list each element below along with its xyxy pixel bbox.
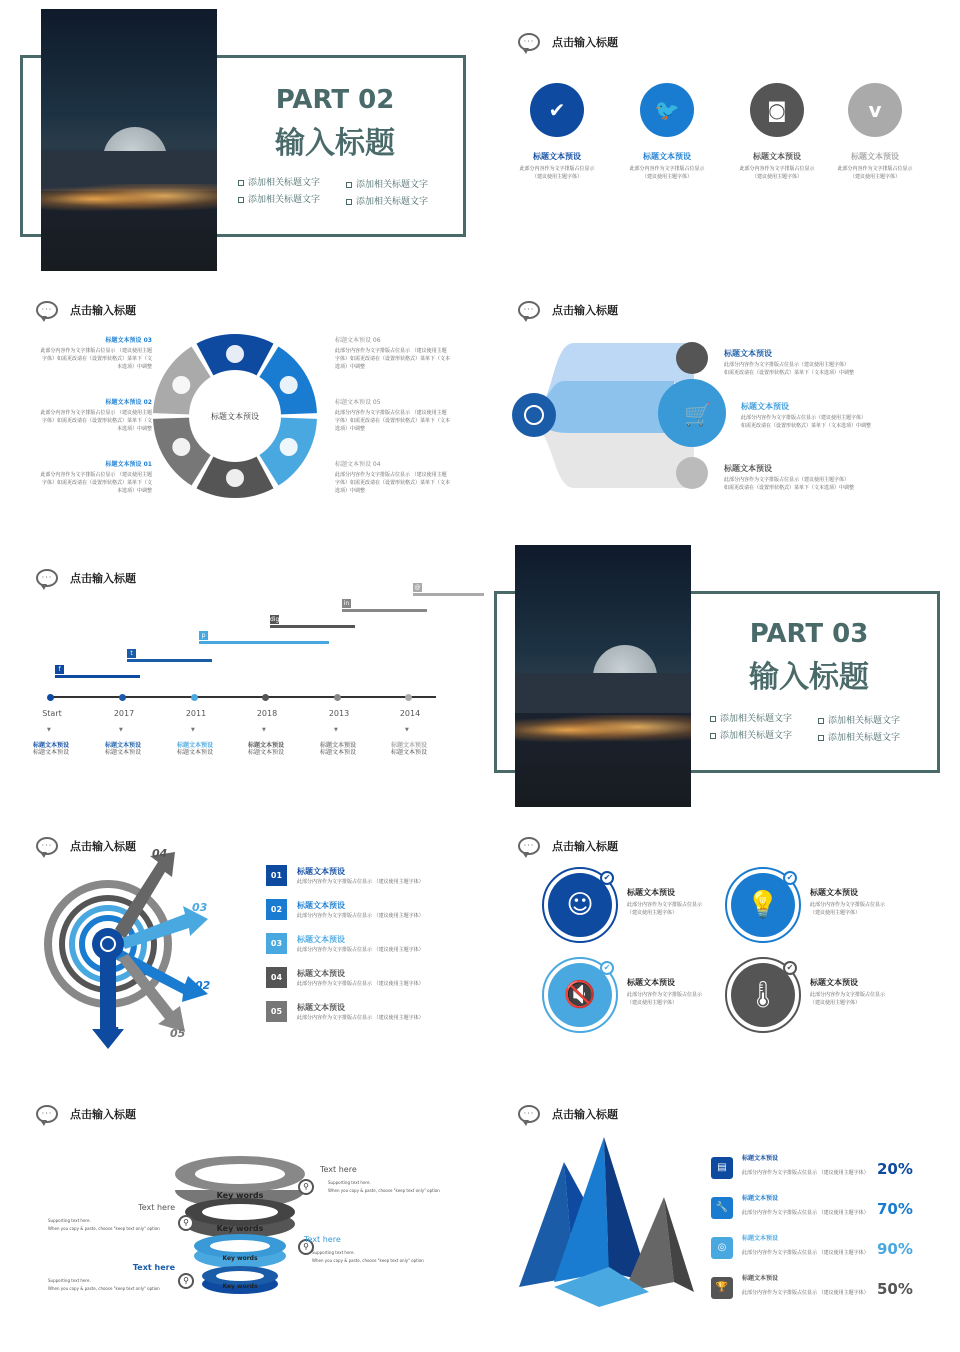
pyramids-diagram <box>514 1132 704 1312</box>
twitter-icon[interactable]: 🐦 <box>640 83 694 137</box>
feature-label: 标题文本预设 <box>627 888 675 897</box>
list-icon: ▤ <box>711 1157 733 1179</box>
card-desc: 此部分内容作为文字排版占位显示 <box>629 166 705 172</box>
timeline-axis <box>50 696 436 698</box>
timeline-year: 2017 <box>113 709 135 718</box>
instagram-icon[interactable]: ◙ <box>750 83 804 137</box>
item-3: 添加相关标题文字 <box>238 192 320 205</box>
social-icon[interactable]: in <box>343 600 350 607</box>
magnify-icon: ⚲ <box>298 1179 314 1195</box>
night-moon-photo <box>41 9 217 271</box>
timeline-label: 标题文本预设 <box>319 742 356 749</box>
mute-icon[interactable]: 🔇 <box>548 963 612 1027</box>
flow-desc: 此部分内容作为文字排版占位显示（建议使用主题字体） <box>724 477 850 483</box>
wrench-icon: 🔧 <box>711 1197 733 1219</box>
step-desc: 此部分内容作为文字排版占位显示 （建议使用主题字体） <box>297 947 424 953</box>
step-badge: 01 <box>266 865 287 886</box>
timeline-sub: 标题文本预设 <box>319 749 356 756</box>
stat-percent: 70% <box>877 1200 913 1218</box>
card-label: 标题文本预设 <box>851 152 899 161</box>
text-title: Text here <box>132 1263 175 1272</box>
slide-header: ··· 点击输入标题 <box>36 1103 136 1125</box>
card-desc: （建议使用主题字体） <box>849 174 900 180</box>
step-desc: 此部分内容作为文字排版占位显示 （建议使用主题字体） <box>297 879 424 885</box>
timeline-dot <box>405 694 412 701</box>
text-bullet: When you copy & paste, choose "keep text only" option <box>328 1188 440 1193</box>
timeline-year: Start <box>42 709 62 718</box>
arrow-number: 05 <box>170 1027 186 1040</box>
check-badge-icon: ✔ <box>600 961 614 975</box>
ring-keyword: Key words <box>216 1224 264 1233</box>
card-desc: （建议使用主题字体） <box>641 174 692 180</box>
timeline-sub: 标题文本预设 <box>390 749 427 756</box>
section-title: 输入标题 <box>749 660 869 695</box>
slide-header: ··· 点击输入标题 <box>518 31 618 53</box>
right-label: 标题文本预设 04 <box>335 461 381 468</box>
slide-stacked-rings <box>10 1077 480 1342</box>
feature-desc: （建议使用主题字体） <box>810 910 861 916</box>
step-desc: 此部分内容作为文字排版占位显示 （建议使用主题字体） <box>297 1015 424 1021</box>
check-icon[interactable]: ✔ <box>530 83 584 137</box>
feature-label: 标题文本预设 <box>810 978 858 987</box>
feature-desc: （建议使用主题字体） <box>810 1000 861 1006</box>
chat-bubble-icon: ··· <box>36 837 58 855</box>
magnify-icon: ⚲ <box>178 1215 194 1231</box>
ring-keyword: Key words <box>222 1255 258 1262</box>
step-desc: 此部分内容作为文字排版占位显示 （建议使用主题字体） <box>297 913 424 919</box>
flow-desc: 此部分内容作为文字排版占位显示（建议使用主题字体） <box>724 362 850 368</box>
item-2: 添加相关标题文字 <box>346 177 428 190</box>
slide-social-icons <box>484 5 954 270</box>
segment-icon <box>172 438 190 456</box>
stat-label: 标题文本预设 <box>742 1235 779 1242</box>
flow-label: 标题文本预设 <box>741 402 789 411</box>
item-4: 添加相关标题文字 <box>346 194 428 207</box>
step-badge: 02 <box>266 899 287 920</box>
feature-desc: 此部分内容作为文字排版占位显示 <box>810 902 886 908</box>
text-title: Text here <box>304 1235 341 1244</box>
magnify-icon: ⚲ <box>178 1273 194 1289</box>
feature-desc: 此部分内容作为文字排版占位显示 <box>810 992 886 998</box>
timeline-bar <box>270 625 355 628</box>
timeline-label: 标题文本预设 <box>247 742 284 749</box>
slide-feature-circles <box>484 809 954 1074</box>
timeline-bar <box>199 641 329 644</box>
timeline-bar <box>413 593 488 596</box>
slide-header: ··· 点击输入标题 <box>36 835 136 857</box>
feature-desc: （建议使用主题字体） <box>627 910 678 916</box>
card-desc: 此部分内容作为文字排版占位显示 <box>739 166 815 172</box>
timeline-year: 2011 <box>185 709 207 718</box>
flow-diagram <box>504 333 712 493</box>
card-label: 标题文本预设 <box>753 152 801 161</box>
social-icon[interactable]: @ <box>414 584 421 591</box>
slide-header: ··· 点击输入标题 <box>518 1103 618 1125</box>
ring-keyword: Key words <box>222 1283 258 1290</box>
stat-desc: 此部分内容作为文字排版占位显示 （建议使用主题字体） <box>742 1210 869 1216</box>
timeline-dot <box>191 694 198 701</box>
step-badge: 04 <box>266 967 287 988</box>
segment-icon <box>172 376 190 394</box>
right-label: 标题文本预设 06 <box>335 337 381 344</box>
timeline-caret: ▼ <box>405 727 409 733</box>
vimeo-icon[interactable]: v <box>848 83 902 137</box>
timeline-label: 标题文本预设 <box>390 742 427 749</box>
step-label: 标题文本预设 <box>297 969 345 978</box>
flow-desc: 如需更改请在（设置形状格式）菜单下（文本选项）中调整 <box>724 485 855 491</box>
timeline-bar <box>342 609 427 612</box>
text-title: Text here <box>138 1203 175 1212</box>
slide-arrows <box>10 809 480 1074</box>
thermometer-icon[interactable]: 🌡 <box>731 963 795 1027</box>
stat-percent: 20% <box>877 1160 913 1178</box>
text-bullet: Supporting text here. <box>48 1218 91 1223</box>
arrow-number: 04 <box>152 847 168 860</box>
item-4: 添加相关标题文字 <box>818 730 900 743</box>
feature-label: 标题文本预设 <box>810 888 858 897</box>
step-label: 标题文本预设 <box>297 867 345 876</box>
chat-bubble-icon: ··· <box>36 1105 58 1123</box>
flow-desc: 如需更改请在（设置形状格式）菜单下（文本选项）中调整 <box>724 370 855 376</box>
chat-bubble-icon: ··· <box>36 569 58 587</box>
step-badge: 05 <box>266 1001 287 1022</box>
card-desc: 此部分内容作为文字排版占位显示 <box>837 166 913 172</box>
chat-bubble-icon: ··· <box>518 837 540 855</box>
left-desc: 此部分内容作为文字排版占位显示 （建议使用主题字体）如需更改请在（设置形状格式）菜单下（文本选项）中调整 <box>40 348 152 370</box>
left-label: 标题文本预设 01 <box>105 461 152 468</box>
card-desc: （建议使用主题字体） <box>751 174 802 180</box>
magnify-icon: ⚲ <box>298 1239 314 1255</box>
right-desc: 此部分内容作为文字排版占位显示 （建议使用主题字体）如需更改请在（设置形状格式）菜单下（文本选项）中调整 <box>335 348 451 370</box>
segment-icon <box>280 438 298 456</box>
timeline-sub: 标题文本预设 <box>32 749 69 756</box>
timeline-dot <box>262 694 269 701</box>
timeline-dot <box>334 694 341 701</box>
item-1: 添加相关标题文字 <box>710 711 792 724</box>
social-icon[interactable]: p <box>199 631 208 640</box>
stat-desc: 此部分内容作为文字排版占位显示 （建议使用主题字体） <box>742 1170 869 1176</box>
feature-label: 标题文本预设 <box>627 978 675 987</box>
part-label: PART 03 <box>749 619 869 649</box>
slide-header: ··· 点击输入标题 <box>518 835 618 857</box>
text-bullet: Supporting text here. <box>312 1250 355 1255</box>
flow-desc: 此部分内容作为文字排版占位显示（建议使用主题字体） <box>741 415 867 421</box>
ring-keyword: Key words <box>216 1191 264 1200</box>
lightbulb-icon[interactable]: 💡 <box>731 873 795 937</box>
stat-percent: 90% <box>877 1240 913 1258</box>
text-bullet: Supporting text here. <box>48 1278 91 1283</box>
slide-header: ··· 点击输入标题 <box>36 299 136 321</box>
segment-icon <box>226 345 244 363</box>
timeline-caret: ▼ <box>119 727 123 733</box>
flow-label: 标题文本预设 <box>724 464 772 473</box>
timeline-bar <box>127 659 212 662</box>
stacked-rings-diagram <box>170 1152 310 1332</box>
timeline-caret: ▼ <box>47 727 51 733</box>
right-label: 标题文本预设 05 <box>335 399 381 406</box>
item-1: 添加相关标题文字 <box>238 175 320 188</box>
chat-bubble-icon: ··· <box>518 1105 540 1123</box>
text-bullet: When you copy & paste, choose "keep text only" option <box>48 1286 160 1291</box>
item-3: 添加相关标题文字 <box>710 728 792 741</box>
chat-bubble-icon: ··· <box>518 33 540 51</box>
timeline-caret: ▼ <box>191 727 195 733</box>
social-icon[interactable]: digg <box>270 616 284 623</box>
support-icon[interactable]: ☺ <box>548 873 612 937</box>
timeline-sub: 标题文本预设 <box>104 749 141 756</box>
timeline-caret: ▼ <box>262 727 266 733</box>
chat-bubble-icon: ··· <box>36 301 58 319</box>
gauge-icon: ◎ <box>711 1237 733 1259</box>
timeline-year: 2013 <box>328 709 350 718</box>
timeline-sub: 标题文本预设 <box>247 749 284 756</box>
stat-label: 标题文本预设 <box>742 1155 779 1162</box>
step-label: 标题文本预设 <box>297 901 345 910</box>
card-desc: 此部分内容作为文字排版占位显示 <box>519 166 595 172</box>
stat-desc: 此部分内容作为文字排版占位显示 （建议使用主题字体） <box>742 1250 869 1256</box>
slide-header: ··· 点击输入标题 <box>518 299 618 321</box>
slide-timeline <box>10 541 480 806</box>
arrow-number: 01 <box>105 1025 121 1038</box>
card-desc: （建议使用主题字体） <box>531 174 582 180</box>
card-label: 标题文本预设 <box>533 152 581 161</box>
social-icon[interactable]: f <box>55 665 64 674</box>
check-badge-icon: ✔ <box>783 871 797 885</box>
segment-icon <box>280 376 298 394</box>
timeline-caret: ▼ <box>334 727 338 733</box>
feature-desc: 此部分内容作为文字排版占位显示 <box>627 992 703 998</box>
feature-desc: 此部分内容作为文字排版占位显示 <box>627 902 703 908</box>
slide-flow-shapes <box>484 273 954 538</box>
text-title: Text here <box>320 1165 357 1174</box>
left-label: 标题文本预设 02 <box>105 399 152 406</box>
timeline-label: 标题文本预设 <box>176 742 213 749</box>
stat-label: 标题文本预设 <box>742 1195 779 1202</box>
target-arrows-diagram <box>40 844 240 1054</box>
slide-part-02 <box>10 5 480 270</box>
timeline-bar <box>55 675 140 678</box>
text-bullet: When you copy & paste, choose "keep text only" option <box>48 1226 160 1231</box>
item-2: 添加相关标题文字 <box>818 713 900 726</box>
timeline-dot <box>47 694 54 701</box>
stat-desc: 此部分内容作为文字排版占位显示 （建议使用主题字体） <box>742 1290 869 1296</box>
timeline-dot <box>119 694 126 701</box>
timeline-label: 标题文本预设 <box>32 742 69 749</box>
segment-icon <box>226 469 244 487</box>
arrow-number: 03 <box>192 901 208 914</box>
text-bullet: Supporting text here. <box>328 1180 371 1185</box>
check-badge-icon: ✔ <box>783 961 797 975</box>
timeline-year: 2018 <box>256 709 278 718</box>
arrow-number: 02 <box>195 979 211 992</box>
step-label: 标题文本预设 <box>297 935 345 944</box>
stat-percent: 50% <box>877 1280 913 1298</box>
text-bullet: When you copy & paste, choose "keep text only" option <box>312 1258 424 1263</box>
timeline-label: 标题文本预设 <box>104 742 141 749</box>
card-label: 标题文本预设 <box>643 152 691 161</box>
night-moon-photo <box>515 545 691 807</box>
trophy-icon: 🏆 <box>711 1277 733 1299</box>
check-badge-icon: ✔ <box>600 871 614 885</box>
slide-hexagon-ring <box>10 273 480 538</box>
step-badge: 03 <box>266 933 287 954</box>
left-label: 标题文本预设 03 <box>105 337 152 344</box>
timeline-sub: 标题文本预设 <box>176 749 213 756</box>
right-desc: 此部分内容作为文字排版占位显示 （建议使用主题字体）如需更改请在（设置形状格式）菜单下（文本选项）中调整 <box>335 410 451 432</box>
svg-text:🛒: 🛒 <box>684 403 712 428</box>
slide-header: ··· 点击输入标题 <box>36 567 136 589</box>
social-icon[interactable]: t <box>127 649 136 658</box>
flow-label: 标题文本预设 <box>724 349 772 358</box>
timeline-year: 2014 <box>399 709 421 718</box>
right-desc: 此部分内容作为文字排版占位显示 （建议使用主题字体）如需更改请在（设置形状格式）菜单下（文本选项）中调整 <box>335 472 451 494</box>
feature-desc: （建议使用主题字体） <box>627 1000 678 1006</box>
left-desc: 此部分内容作为文字排版占位显示 （建议使用主题字体）如需更改请在（设置形状格式）菜单下（文本选项）中调整 <box>40 410 152 432</box>
slide-part-03 <box>484 541 954 806</box>
left-desc: 此部分内容作为文字排版占位显示 （建议使用主题字体）如需更改请在（设置形状格式）菜单下（文本选项）中调整 <box>40 472 152 494</box>
step-desc: 此部分内容作为文字排版占位显示 （建议使用主题字体） <box>297 981 424 987</box>
stat-label: 标题文本预设 <box>742 1275 779 1282</box>
section-title: 输入标题 <box>275 126 395 161</box>
part-label: PART 02 <box>275 85 395 115</box>
chat-bubble-icon: ··· <box>518 301 540 319</box>
flow-desc: 如需更改请在（设置形状格式）菜单下（文本选项）中调整 <box>741 423 872 429</box>
slide-pyramids <box>484 1077 954 1342</box>
ring-center-label: 标题文本预设 <box>211 412 259 421</box>
step-label: 标题文本预设 <box>297 1003 345 1012</box>
